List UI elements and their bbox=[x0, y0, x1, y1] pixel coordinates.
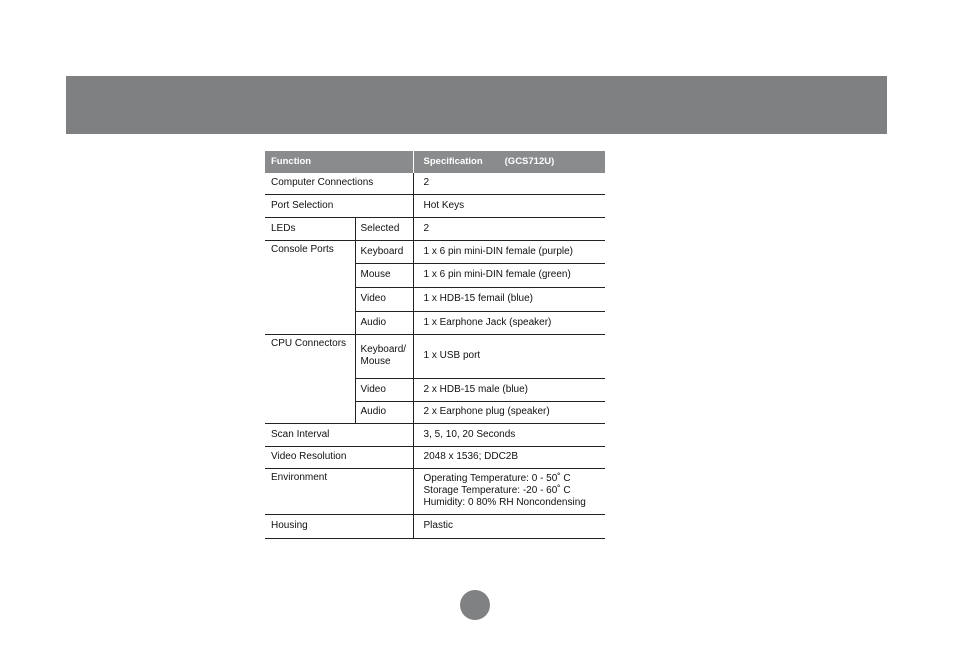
row-label-scan-interval: Scan Interval bbox=[265, 423, 413, 446]
row-label-port-selection: Port Selection bbox=[265, 194, 413, 217]
table-row bbox=[265, 240, 605, 263]
row-value-cpu-audio: 2 x Earphone plug (speaker) bbox=[413, 401, 605, 423]
environment-humidity: Humidity: 0 80% RH Noncondensing bbox=[423, 497, 586, 508]
header-function: Function bbox=[265, 151, 413, 173]
specification-table bbox=[265, 151, 605, 539]
row-sub-cpu-audio: Audio bbox=[355, 401, 413, 423]
table-row bbox=[265, 423, 605, 446]
table-row bbox=[265, 173, 605, 194]
row-value-video-resolution: 2048 x 1536; DDC2B bbox=[413, 446, 605, 468]
row-value-scan-interval: 3, 5, 10, 20 Seconds bbox=[413, 423, 605, 446]
row-value-console-video: 1 x HDB-15 femail (blue) bbox=[413, 287, 605, 311]
header-specification bbox=[413, 151, 605, 173]
row-sub-console-video: Video bbox=[355, 287, 413, 311]
row-label-housing: Housing bbox=[265, 514, 413, 538]
row-value-cpu-keyboard-mouse: 1 x USB port bbox=[413, 334, 605, 378]
row-value-port-selection: Hot Keys bbox=[413, 194, 605, 217]
table-row bbox=[265, 334, 605, 378]
row-value-environment bbox=[413, 468, 605, 514]
row-sub-console-keyboard: Keyboard bbox=[355, 240, 413, 263]
row-value-console-keyboard: 1 x 6 pin mini-DIN female (purple) bbox=[413, 240, 605, 263]
row-value-cpu-video: 2 x HDB-15 male (blue) bbox=[413, 378, 605, 401]
row-value-computer-connections: 2 bbox=[413, 173, 605, 194]
header-banner bbox=[66, 76, 887, 134]
row-label-video-resolution: Video Resolution bbox=[265, 446, 413, 468]
row-label-console-ports: Console Ports bbox=[265, 240, 355, 334]
table-row bbox=[265, 217, 605, 240]
row-value-console-audio: 1 x Earphone Jack (speaker) bbox=[413, 311, 605, 334]
row-label-leds: LEDs bbox=[265, 217, 355, 240]
row-label-computer-connections: Computer Connections bbox=[265, 173, 413, 194]
table-header-row bbox=[265, 151, 605, 173]
row-value-housing: Plastic bbox=[413, 514, 605, 538]
table-row bbox=[265, 446, 605, 468]
row-sub-cpu-video: Video bbox=[355, 378, 413, 401]
page-number-dot bbox=[460, 590, 490, 620]
table-row bbox=[265, 468, 605, 514]
row-value-leds: 2 bbox=[413, 217, 605, 240]
row-sub-console-mouse: Mouse bbox=[355, 263, 413, 287]
row-sub-console-audio: Audio bbox=[355, 311, 413, 334]
row-label-cpu-connectors: CPU Connectors bbox=[265, 334, 355, 423]
environment-operating: Operating Temperature: 0 - 50˚ C bbox=[423, 473, 571, 484]
row-value-console-mouse: 1 x 6 pin mini-DIN female (green) bbox=[413, 263, 605, 287]
table-row bbox=[265, 514, 605, 538]
environment-storage: Storage Temperature: -20 - 60˚ C bbox=[423, 485, 571, 496]
header-model: (GCS712U) bbox=[504, 156, 555, 167]
row-sub-leds-selected: Selected bbox=[355, 217, 413, 240]
table-row bbox=[265, 194, 605, 217]
row-label-environment: Environment bbox=[265, 468, 413, 514]
row-sub-cpu-keyboard-mouse: Keyboard/ Mouse bbox=[355, 334, 413, 378]
header-spec-label: Specification bbox=[423, 156, 483, 167]
